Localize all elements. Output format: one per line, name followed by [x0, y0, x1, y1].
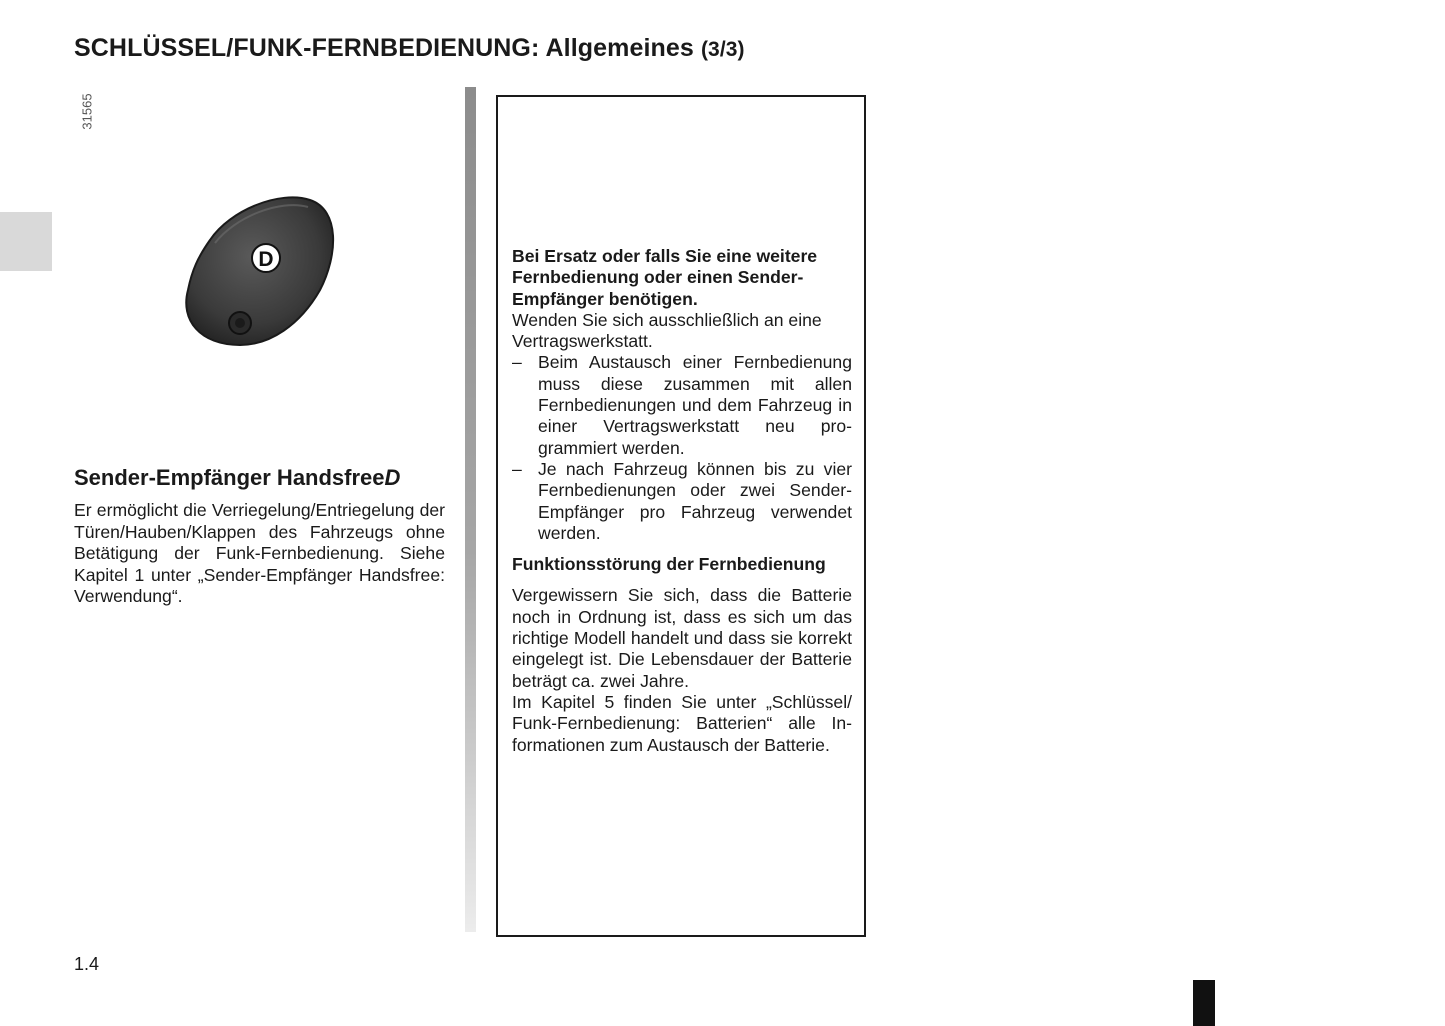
replacement-list	[512, 352, 852, 544]
page-part-indicator: (3/3)	[700, 38, 745, 61]
section-heading-ref: D	[384, 465, 401, 490]
list-item: – Beim Austausch einer Fernbedienung muss diese zusammen mit allen Fernbedienungen und dem Fahrzeug in einer Vertragswerkstatt neu programmiert werden.	[512, 352, 852, 458]
section-heading-text: Sender-Empfänger Handsfree	[74, 465, 385, 490]
battery-reference-text: Im Kapitel 5 finden Sie unter „Schlüssel/ Funk-Fernbedienung: Batterien“ alle Informationen zum Austausch der Batterie.	[512, 691, 852, 755]
list-item: – Je nach Fahrzeug können bis zu vier Fernbedienungen oder zwei Sender-Empfänger pro Fahrzeug verwendet werden.	[512, 459, 852, 544]
corner-print-mark	[1193, 980, 1215, 1026]
callout-d-label: D	[258, 248, 274, 271]
page-number: 1.4	[74, 954, 100, 974]
replacement-text: Wenden Sie sich ausschließlich an eine Vertragswerkstatt.	[512, 309, 822, 352]
page-title-text: SCHLÜSSEL/FUNK-FERNBEDIENUNG: Allgemeines	[74, 34, 694, 62]
figure-number: 31565	[79, 93, 95, 130]
page-title	[74, 34, 745, 63]
section-heading	[74, 465, 400, 491]
malfunction-text: Vergewissern Sie sich, dass die Batterie noch in Ordnung ist, dass es sich um das richtige Modell handelt und dass sie korrekt eingelegt ist. Die Lebensdauer der Batterie beträgt ca. zwei Jahre.	[512, 585, 852, 691]
section-paragraph: Er ermöglicht die Verriegelung/Entriegelung der Türen/Hauben/Klappen des Fahrzeugs ohne Betätigung der Funk-Fernbedienung. Siehe Kapitel 1 unter „Sender-Empfänger Handsfree: Verwendung“.	[74, 500, 445, 606]
handsfree-card-illustration	[170, 185, 350, 360]
chapter-tab-marker	[0, 212, 52, 271]
malfunction-heading: Funktionsstörung der Fernbedienung	[512, 554, 826, 575]
section-body	[74, 500, 445, 608]
note-box	[496, 95, 866, 937]
column-divider	[465, 87, 476, 932]
replacement-heading: Bei Ersatz oder falls Sie eine weitere Fernbedienung oder einen Sender-Empfänger benötigen.	[512, 246, 818, 309]
note-content	[512, 246, 852, 756]
